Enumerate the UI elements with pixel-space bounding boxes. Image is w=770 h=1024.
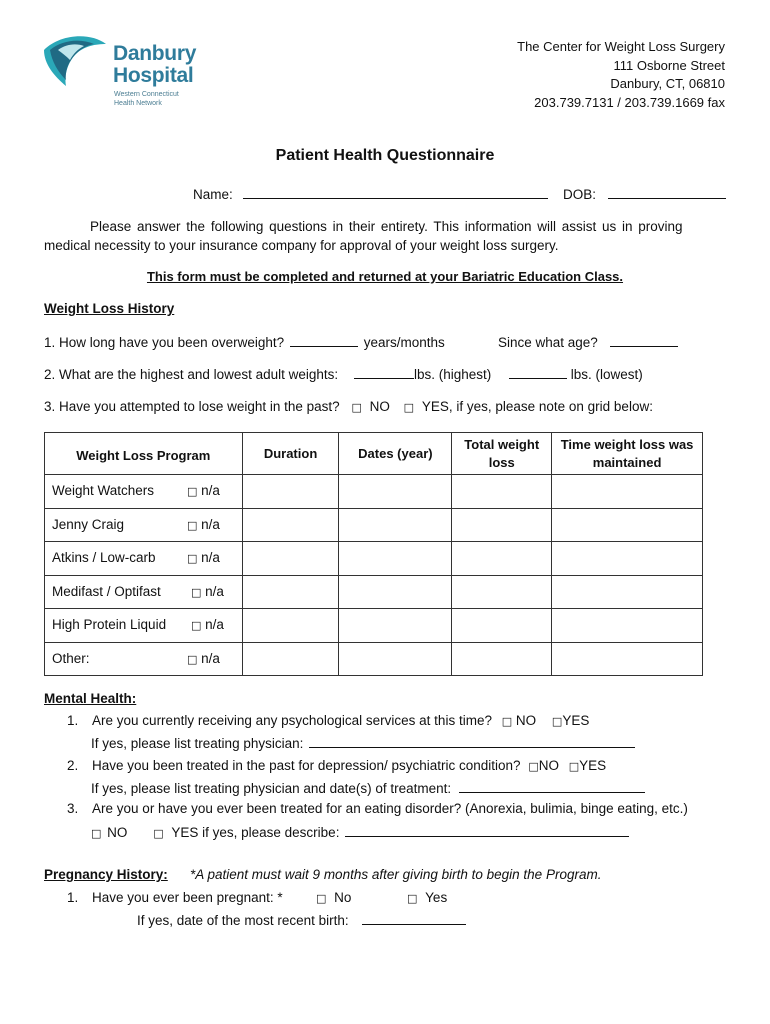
- pregnancy-q1: [67, 890, 283, 905]
- section-heading-pregnancy: Pregnancy History:: [44, 867, 168, 882]
- mental-q2-number: 2.: [67, 758, 79, 773]
- highest-weight-label: lbs. (highest): [413, 367, 492, 382]
- mental-q2: [67, 758, 606, 773]
- address-line: 111 Osborne Street: [613, 57, 725, 73]
- psychiatric-treatment-field[interactable]: [459, 780, 645, 793]
- q3-no-label: NO: [369, 399, 390, 414]
- mental-q3-yes-label: YES if yes, please describe:: [171, 825, 340, 840]
- mental-q3-number: 3.: [67, 801, 79, 816]
- dates-cell[interactable]: [339, 542, 452, 576]
- question-3: [44, 399, 653, 414]
- mental-q3-yes-checkbox[interactable]: □: [153, 827, 164, 840]
- question-1: [44, 334, 445, 350]
- total-loss-cell[interactable]: [452, 508, 552, 542]
- question-1-unit: years/months: [363, 335, 445, 350]
- na-label: n/a: [205, 583, 224, 599]
- mental-q1-no-label: NO: [515, 713, 537, 728]
- eating-disorder-field[interactable]: [345, 824, 629, 837]
- lowest-weight-label: lbs. (lowest): [570, 367, 643, 382]
- since-age-field[interactable]: [610, 334, 678, 347]
- section-heading-weight-loss: Weight Loss History: [44, 301, 175, 316]
- maintained-cell[interactable]: [552, 508, 703, 542]
- mental-q3-no-checkbox[interactable]: □: [91, 827, 102, 840]
- mental-q3: [67, 801, 688, 816]
- since-age-row: [498, 334, 678, 350]
- address-line: 203.739.7131 / 203.739.1669 fax: [534, 94, 725, 110]
- mental-q1-no-checkbox[interactable]: □: [501, 715, 513, 728]
- question-1-text: 1. How long have you been overweight?: [44, 335, 285, 350]
- table-header: Dates (year): [339, 433, 452, 475]
- mental-q3-options: [91, 824, 629, 840]
- na-checkbox[interactable]: □: [187, 485, 198, 498]
- program-cell: [45, 542, 243, 576]
- pregnancy-q1-sub-text: If yes, date of the most recent birth:: [137, 913, 349, 928]
- mental-q2-text: Have you been treated in the past for depression/ psychiatric condition?: [92, 758, 521, 773]
- q3-no-checkbox[interactable]: □: [351, 401, 362, 414]
- duration-cell[interactable]: [242, 508, 339, 542]
- logo-name-line1: Danbury: [113, 42, 197, 65]
- pregnancy-no-option: [316, 890, 351, 905]
- maintained-cell[interactable]: [552, 542, 703, 576]
- program-name: Other:: [52, 650, 90, 666]
- recent-birth-date-field[interactable]: [362, 912, 466, 925]
- duration-cell[interactable]: [242, 575, 339, 609]
- logo-mark-icon: [40, 32, 110, 90]
- question-2: [44, 366, 643, 382]
- dob-field[interactable]: [608, 186, 726, 199]
- na-checkbox[interactable]: □: [187, 652, 198, 666]
- pregnancy-no-label: No: [334, 890, 352, 905]
- program-name: Jenny Craig: [52, 516, 125, 532]
- name-field[interactable]: [243, 186, 548, 199]
- pregnancy-q1-number: 1.: [67, 890, 79, 905]
- dates-cell[interactable]: [339, 642, 452, 676]
- name-label: Name:: [193, 187, 233, 202]
- logo-sub-line1: Western Connecticut: [114, 91, 179, 98]
- name-row: [193, 186, 548, 202]
- dates-cell[interactable]: [339, 609, 452, 643]
- program-cell: [45, 475, 243, 509]
- na-checkbox[interactable]: □: [187, 552, 198, 565]
- na-label: n/a: [201, 483, 220, 498]
- mental-q2-yes-checkbox[interactable]: □: [568, 760, 580, 773]
- treating-physician-field[interactable]: [309, 735, 635, 748]
- table-header: Weight Loss Program: [45, 433, 243, 475]
- maintained-cell[interactable]: [552, 642, 703, 676]
- mental-q1-text: Are you currently receiving any psychological services at this time?: [92, 713, 492, 728]
- na-label: n/a: [201, 516, 220, 532]
- mental-q2-no-label: NO: [538, 758, 559, 773]
- total-loss-cell[interactable]: [452, 542, 552, 576]
- na-option: [187, 483, 220, 498]
- dates-cell[interactable]: [339, 575, 452, 609]
- table-row: [45, 508, 703, 542]
- maintained-cell[interactable]: [552, 475, 703, 509]
- program-cell: [45, 642, 243, 676]
- q3-yes-checkbox[interactable]: □: [403, 401, 415, 414]
- na-checkbox[interactable]: □: [191, 585, 202, 599]
- duration-cell[interactable]: [242, 609, 339, 643]
- pregnancy-note: *A patient must wait 9 months after giving birth to begin the Program.: [190, 867, 602, 882]
- page-title: Patient Health Questionnaire: [275, 147, 495, 164]
- mental-q2-sub: [91, 780, 645, 796]
- table-header: Total weight loss: [452, 433, 552, 475]
- duration-cell[interactable]: [242, 642, 339, 676]
- table-row: [45, 609, 703, 643]
- mental-q1: [67, 713, 589, 728]
- intro-line2: medical necessity to your insurance company for approval of your weight loss surgery.: [44, 238, 559, 253]
- na-option: [187, 651, 220, 666]
- na-checkbox[interactable]: □: [187, 518, 198, 532]
- address-line: Danbury, CT, 06810: [610, 76, 725, 91]
- program-name: Atkins / Low-carb: [52, 550, 156, 565]
- address-line: The Center for Weight Loss Surgery: [517, 39, 725, 54]
- highest-weight-field[interactable]: [354, 366, 414, 379]
- duration-cell[interactable]: [242, 542, 339, 576]
- program-name: Medifast / Optifast: [52, 583, 161, 599]
- na-option: [187, 517, 220, 532]
- table-header: Duration: [242, 433, 339, 475]
- program-name: High Protein Liquid: [52, 617, 167, 632]
- pregnancy-no-checkbox[interactable]: □: [316, 892, 327, 905]
- pregnancy-yes-option: [407, 890, 447, 905]
- mental-q1-number: 1.: [67, 713, 79, 728]
- table-row: [45, 642, 703, 676]
- program-cell: [45, 609, 243, 643]
- dob-label: DOB:: [563, 187, 597, 202]
- na-option: [191, 584, 224, 599]
- total-loss-cell[interactable]: [452, 575, 552, 609]
- program-cell: [45, 575, 243, 609]
- total-loss-cell[interactable]: [452, 475, 552, 509]
- question-3-text: 3. Have you attempted to lose weight in the past?: [44, 399, 340, 414]
- program-cell: [45, 508, 243, 542]
- mental-q3-no-label: NO: [107, 825, 128, 840]
- pregnancy-yes-label: Yes: [425, 890, 448, 905]
- total-loss-cell[interactable]: [452, 642, 552, 676]
- mental-q2-no-checkbox[interactable]: □: [528, 760, 539, 773]
- question-2-text: 2. What are the highest and lowest adult weights:: [44, 367, 339, 382]
- mental-q1-sub: [91, 735, 635, 751]
- na-option: [187, 550, 220, 565]
- duration-cell[interactable]: [242, 475, 339, 509]
- intro-line1: Please answer the following questions in their entirety. This information will assist us in proving: [90, 219, 683, 234]
- dates-cell[interactable]: [339, 475, 452, 509]
- overweight-duration-field[interactable]: [290, 334, 358, 347]
- dob-row: [563, 186, 726, 202]
- mental-q3-text: Are you or have you ever been treated for an eating disorder? (Anorexia, bulimia, binge eating, etc.): [92, 801, 688, 816]
- pregnancy-q1-text: Have you ever been pregnant: *: [92, 890, 283, 905]
- pregnancy-q1-sub: [137, 912, 466, 928]
- na-label: n/a: [201, 550, 220, 565]
- q3-yes-label: YES, if yes, please note on grid below:: [421, 399, 653, 414]
- maintained-cell[interactable]: [552, 609, 703, 643]
- mental-q1-sub-text: If yes, please list treating physician:: [91, 736, 304, 751]
- total-loss-cell[interactable]: [452, 609, 552, 643]
- table-row: [45, 575, 703, 609]
- mental-q1-yes-label: YES: [562, 713, 590, 728]
- mental-q2-yes-label: YES: [579, 758, 607, 773]
- program-name: Weight Watchers: [52, 483, 155, 498]
- notice-text: This form must be completed and returned at your Bariatric Education Class.: [146, 269, 624, 284]
- logo-name-line2: Hospital: [113, 64, 194, 87]
- dates-cell[interactable]: [339, 508, 452, 542]
- weight-loss-grid: [44, 432, 703, 676]
- section-heading-mental-health: Mental Health:: [44, 691, 137, 706]
- na-label: n/a: [201, 650, 220, 666]
- hospital-logo: [40, 30, 200, 112]
- table-header: Time weight loss was maintained: [552, 433, 703, 475]
- na-label: n/a: [205, 617, 224, 632]
- table-row: [45, 475, 703, 509]
- logo-sub-line2: Health Network: [114, 100, 162, 107]
- pregnancy-yes-checkbox[interactable]: □: [407, 892, 418, 905]
- mental-q2-sub-text: If yes, please list treating physician and date(s) of treatment:: [91, 781, 452, 796]
- table-header-row: [45, 433, 703, 475]
- lowest-weight-field[interactable]: [509, 366, 567, 379]
- since-age-label: Since what age?: [498, 335, 598, 350]
- mental-q1-yes-checkbox[interactable]: □: [551, 715, 563, 728]
- address-block: [517, 38, 725, 112]
- na-checkbox[interactable]: □: [191, 619, 202, 632]
- na-option: [191, 617, 224, 632]
- table-row: [45, 542, 703, 576]
- maintained-cell[interactable]: [552, 575, 703, 609]
